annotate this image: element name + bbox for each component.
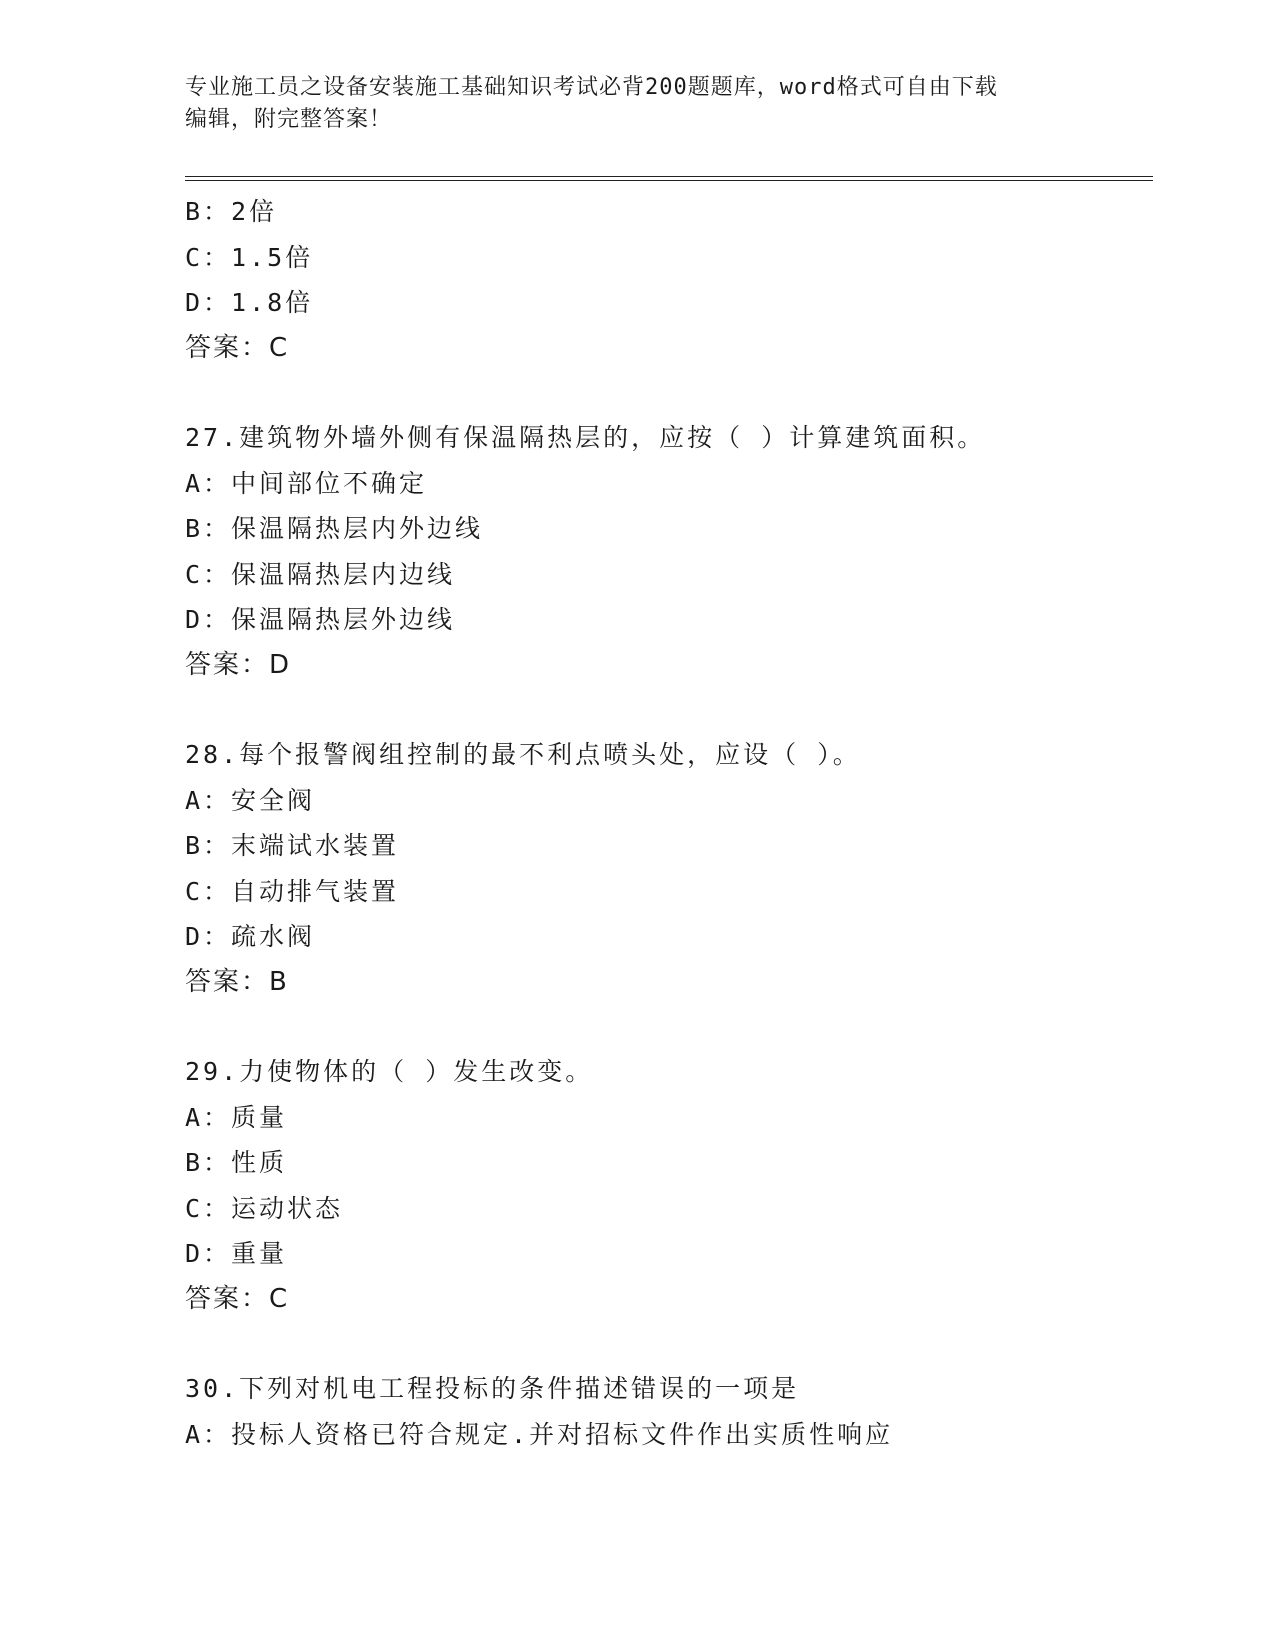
option-b: B：保温隔热层内外边线 — [185, 514, 484, 543]
question-30 — [185, 1366, 1153, 1457]
option-c: C：保温隔热层内边线 — [185, 559, 456, 589]
option-a: A：投标人资格已符合规定.并对招标文件作出实质性响应 — [185, 1419, 894, 1449]
question-text: 28.每个报警阀组控制的最不利点喷头处，应设（ ）。 — [185, 740, 861, 769]
answer-label: 答案：C — [185, 1283, 290, 1314]
page-header — [185, 72, 1065, 136]
option-a: A：中间部位不确定 — [185, 468, 428, 498]
option-c: C：自动排气装置 — [185, 876, 400, 906]
header-divider — [185, 176, 1153, 181]
header-line-2: 编辑，附完整答案！ — [185, 107, 393, 132]
option-b: B：2倍 — [185, 197, 278, 226]
option-b: B：末端试水装置 — [185, 831, 400, 860]
option-c: C：1.5倍 — [185, 242, 314, 272]
question-text: 30.下列对机电工程投标的条件描述错误的一项是 — [185, 1374, 800, 1403]
question-text: 27.建筑物外墙外侧有保温隔热层的，应按（ ）计算建筑面积。 — [185, 423, 986, 452]
option-c: C：运动状态 — [185, 1193, 344, 1223]
option-a: A：安全阀 — [185, 785, 316, 815]
spacer — [185, 1005, 1153, 1049]
answer-label: 答案：C — [185, 332, 290, 363]
option-d: D：重量 — [185, 1239, 288, 1268]
answer-label: 答案：D — [185, 649, 292, 680]
option-b: B：性质 — [185, 1148, 288, 1177]
header-line-1: 专业施工员之设备安装施工基础知识考试必背200题题库，word格式可自由下载 — [185, 75, 998, 100]
option-a: A：质量 — [185, 1102, 288, 1132]
question-text: 29.力使物体的（ ）发生改变。 — [185, 1057, 594, 1086]
question-list — [185, 189, 1153, 1457]
question-28 — [185, 732, 1153, 1005]
spacer — [185, 688, 1153, 732]
spacer — [185, 371, 1153, 415]
answer-label: 答案：B — [185, 966, 289, 997]
option-d: D：疏水阀 — [185, 922, 316, 951]
question-27 — [185, 415, 1153, 688]
question-29 — [185, 1049, 1153, 1322]
option-d: D：保温隔热层外边线 — [185, 605, 456, 634]
spacer — [185, 1322, 1153, 1366]
option-d: D：1.8倍 — [185, 288, 314, 317]
question-26-continued — [185, 189, 1153, 371]
